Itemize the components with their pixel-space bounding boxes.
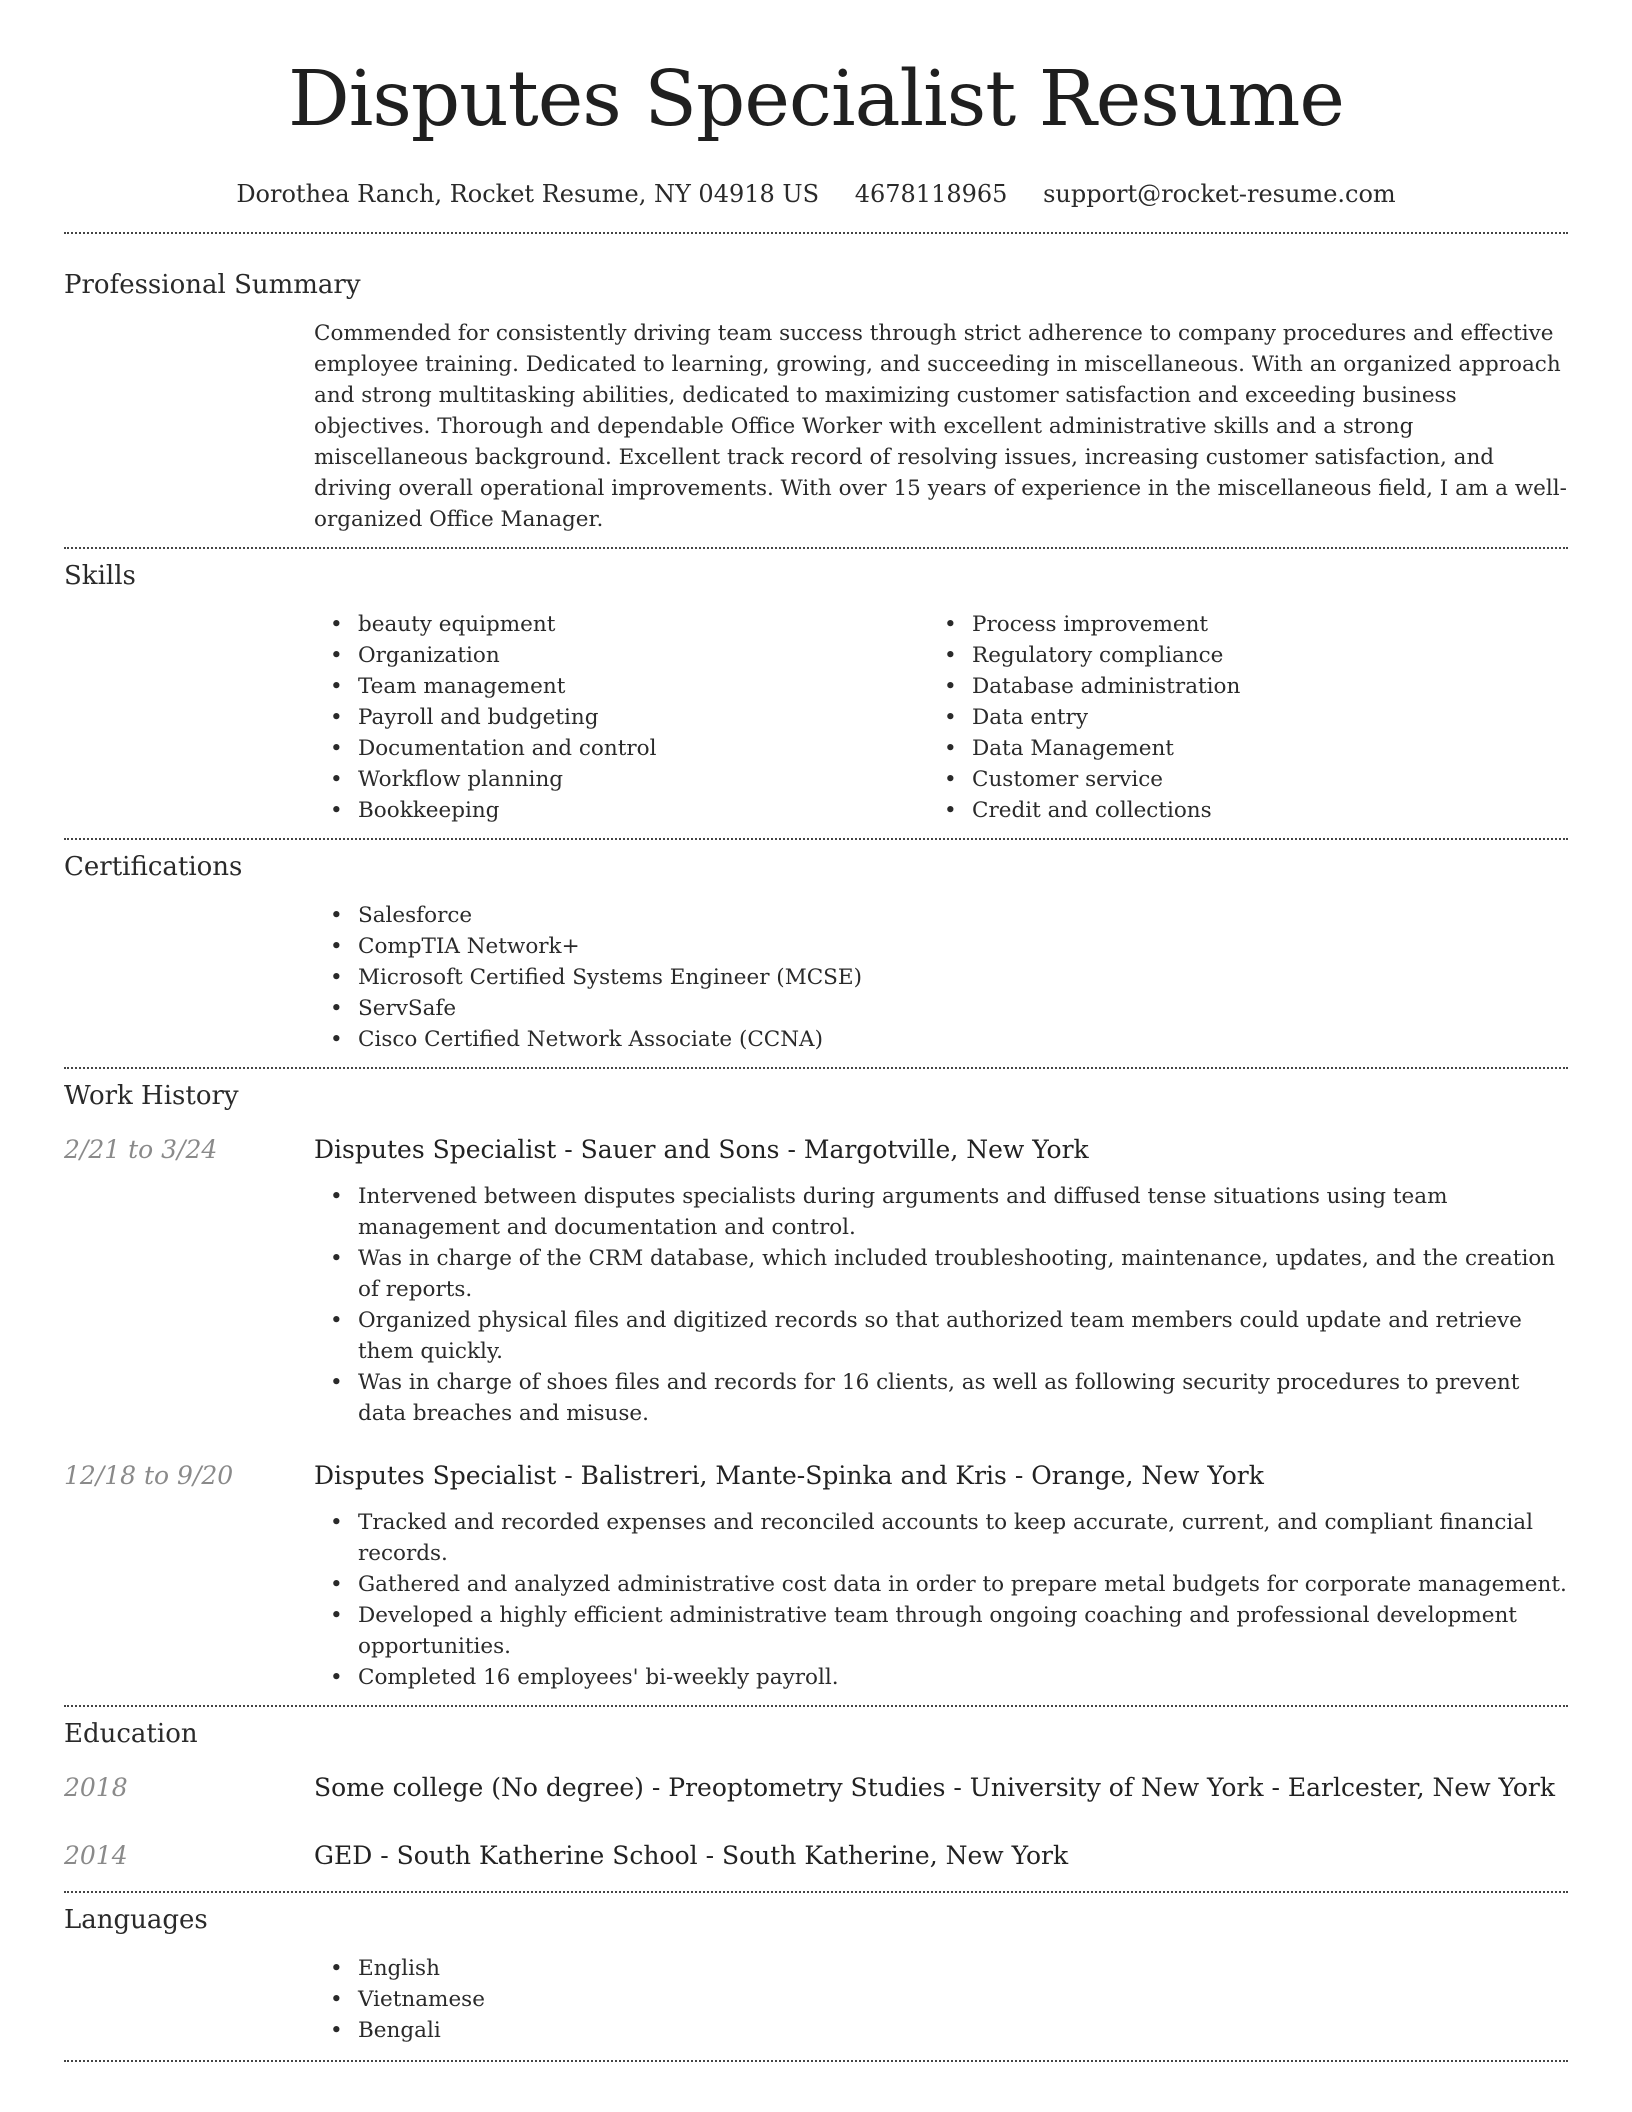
section-heading-education: Education [64, 1719, 198, 1749]
skill-item: • Data Management [928, 733, 1542, 764]
languages-list [314, 1953, 1568, 2046]
contact-phone: 4678118965 [854, 180, 1008, 208]
education-entry [64, 1839, 1568, 1873]
skill-item: • Organization [314, 640, 928, 671]
job-bullet: • Intervened between disputes specialists during arguments and diffused tense situations using team management and documentation and control. [314, 1181, 1568, 1243]
certification-item: • ServSafe [314, 993, 1568, 1024]
language-item: • Vietnamese [314, 1984, 1568, 2015]
job-header [64, 1459, 1568, 1493]
skill-item: • beauty equipment [314, 609, 928, 640]
divider [64, 232, 1568, 234]
education-year: 2014 [64, 1841, 128, 1870]
skill-item: • Process improvement [928, 609, 1542, 640]
contact-email: support@rocket-resume.com [1043, 180, 1396, 208]
certifications-list [314, 900, 1568, 1055]
job-dates: 2/21 to 3/24 [64, 1135, 218, 1164]
divider [64, 2060, 1568, 2062]
skill-item: • Workflow planning [314, 764, 928, 795]
skill-item: • Customer service [928, 764, 1542, 795]
job-bullets [314, 1507, 1568, 1693]
education-year: 2018 [64, 1773, 128, 1802]
job-bullet: • Organized physical files and digitized records so that authorized team members could update and retrieve them quickly. [314, 1305, 1568, 1367]
job-bullet: • Was in charge of shoes files and records for 16 clients, as well as following security procedures to prevent data breaches and misuse. [314, 1367, 1568, 1429]
skill-item: • Credit and collections [928, 795, 1542, 826]
skill-item: • Team management [314, 671, 928, 702]
certification-item: • Salesforce [314, 900, 1568, 931]
job-bullet: • Was in charge of the CRM database, which included troubleshooting, maintenance, updates, and the creation of reports. [314, 1243, 1568, 1305]
language-item: • English [314, 1953, 1568, 1984]
divider [64, 547, 1568, 549]
education-text: Some college (No degree) - Preoptometry Studies - University of New York - Earlcester, New York [314, 1773, 1556, 1802]
job-title: Disputes Specialist - Balistreri, Mante-Spinka and Kris - Orange, New York [314, 1461, 1264, 1490]
job-bullet: • Developed a highly efficient administrative team through ongoing coaching and professional development opportunities. [314, 1600, 1568, 1662]
page-title: Disputes Specialist Resume [288, 55, 1344, 144]
section-heading-work-history: Work History [64, 1081, 239, 1111]
contact-line [64, 178, 1568, 210]
skills-grid [314, 609, 1568, 826]
divider [64, 1067, 1568, 1069]
skill-item: • Payroll and budgeting [314, 702, 928, 733]
certification-item: • Cisco Certified Network Associate (CCNA) [314, 1024, 1568, 1055]
section-heading-skills: Skills [64, 561, 136, 591]
divider [64, 1705, 1568, 1707]
skills-list-right [928, 609, 1542, 826]
skill-item: • Data entry [928, 702, 1542, 733]
job-header [64, 1133, 1568, 1167]
education-entry [64, 1771, 1568, 1805]
skills-list-left [314, 609, 928, 826]
divider [64, 1891, 1568, 1893]
section-heading-summary: Professional Summary [64, 270, 361, 300]
job-title: Disputes Specialist - Sauer and Sons - Margotville, New York [314, 1135, 1089, 1164]
summary-text: Commended for consistently driving team success through strict adherence to company procedures and effective employee training. Dedicated to learning, growing, and succeeding in miscellaneous. With an organized approach and strong multitasking abilities, dedicated to maximizing customer satisfaction and exceeding business objectives. Thorough and dependable Office Worker with excellent administrative skills and a strong miscellaneous background. Excellent track record of resolving issues, increasing customer satisfaction, and driving overall operational improvements. With over 15 years of experience in the miscellaneous field, I am a well-organized Office Manager. [314, 321, 1567, 532]
job-bullet: • Gathered and analyzed administrative cost data in order to prepare metal budgets for corporate management. [314, 1569, 1568, 1600]
skill-item: • Bookkeeping [314, 795, 928, 826]
education-text: GED - South Katherine School - South Katherine, New York [314, 1841, 1069, 1870]
divider [64, 838, 1568, 840]
skill-item: • Database administration [928, 671, 1542, 702]
contact-address: Dorothea Ranch, Rocket Resume, NY 04918 US [236, 180, 820, 208]
certification-item: • CompTIA Network+ [314, 931, 1568, 962]
job-dates: 12/18 to 9/20 [64, 1461, 234, 1490]
job-bullet: • Tracked and recorded expenses and reconciled accounts to keep accurate, current, and compliant financial records. [314, 1507, 1568, 1569]
job-bullet: • Completed 16 employees' bi-weekly payroll. [314, 1662, 1568, 1693]
job-bullets [314, 1181, 1568, 1429]
section-heading-languages: Languages [64, 1905, 208, 1935]
skill-item: • Documentation and control [314, 733, 928, 764]
skill-item: • Regulatory compliance [928, 640, 1542, 671]
section-heading-certifications: Certifications [64, 852, 243, 882]
certification-item: • Microsoft Certified Systems Engineer (MCSE) [314, 962, 1568, 993]
language-item: • Bengali [314, 2015, 1568, 2046]
